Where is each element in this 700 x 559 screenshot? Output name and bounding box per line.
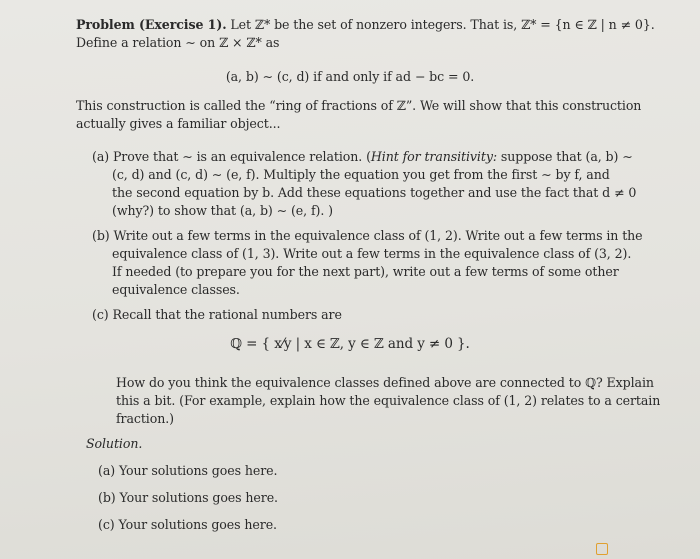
part-c-line-3: this a bit. (For example, explain how the equivalence class of (1, 2) relates to a certain	[116, 393, 661, 408]
problem-title-line	[76, 17, 655, 33]
solution-item-b: (b) Your solutions goes here.	[98, 490, 278, 505]
part-c-line-4: fraction.)	[116, 411, 174, 426]
part-c-line-2: How do you think the equivalence classes defined above are connected to ℚ? Explain	[116, 375, 654, 390]
solution-item-c: (c) Your solutions goes here.	[98, 517, 277, 532]
part-a-line-1	[92, 149, 633, 165]
part-a-hint: Hint for transitivity:	[370, 149, 497, 164]
part-b-line-1: (b) Write out a few terms in the equivalence class of (1, 2). Write out a few terms in the	[92, 228, 643, 243]
define-relation-line: Define a relation ∼ on ℤ × ℤ* as	[76, 35, 280, 50]
construction-text-1: This construction is called the “ring of fractions of ℤ”. We will show that this construction	[76, 98, 642, 113]
part-b-line-3: If needed (to prepare you for the next part), write out a few terms of some other	[112, 264, 619, 279]
solution-item-a: (a) Your solutions goes here.	[98, 463, 278, 478]
part-a-suffix: suppose that (a, b) ∼	[496, 149, 633, 164]
part-a-line-3: the second equation by b. Add these equations together and use the fact that d ≠ 0	[112, 185, 637, 200]
part-a-line-4: (why?) to show that (a, b) ∼ (e, f). )	[112, 203, 333, 218]
part-c-line-1: (c) Recall that the rational numbers are	[92, 307, 342, 322]
problem-intro: Let ℤ* be the set of nonzero integers. That is, ℤ* = {n ∈ ℤ | n ≠ 0}.	[230, 17, 655, 32]
corner-checkbox[interactable]	[596, 543, 608, 555]
part-b-line-2: equivalence class of (1, 3). Write out a few terms in the equivalence class of (3, 2).	[112, 246, 632, 261]
part-b-line-4: equivalence classes.	[112, 282, 240, 297]
rational-numbers-formula: ℚ = { x⁄y | x ∈ ℤ, y ∈ ℤ and y ≠ 0 }.	[230, 336, 470, 352]
construction-text-2: actually gives a familiar object...	[76, 116, 281, 131]
problem-heading: Problem (Exercise 1).	[76, 17, 227, 32]
part-a-prefix: (a) Prove that ∼ is an equivalence relation. (	[92, 149, 371, 164]
solution-label: Solution.	[86, 436, 143, 451]
relation-definition: (a, b) ∼ (c, d) if and only if ad − bc = 0.	[225, 69, 475, 84]
part-a-line-2: (c, d) and (c, d) ∼ (e, f). Multiply the equation you get from the first ∼ by f, and	[112, 167, 610, 182]
